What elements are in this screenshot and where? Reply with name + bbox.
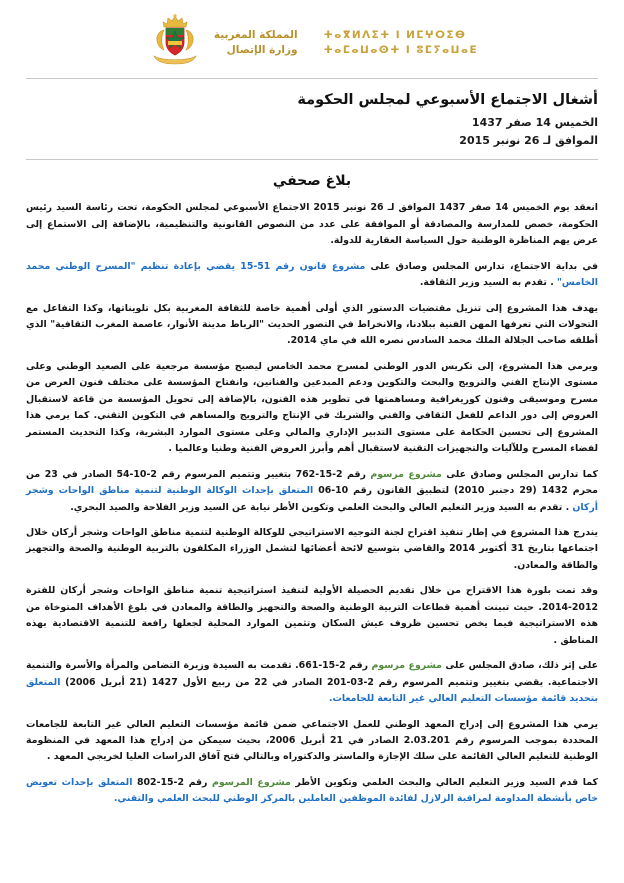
masthead <box>0 0 624 62</box>
text-segment: رقم 2-15-762 بتغيير وتتميم المرسوم رقم 2-10-54 الصادر في 23 من محرم 1432 (29 دجنبر 2010) لتطبيق القانون رقم 10-06 <box>26 468 598 497</box>
text-segment: . تقدم به السيد وزير الثقافة. <box>419 277 558 289</box>
legal-reference-link: المتعلق بإحداث تعويض خاص بأنشطة المداومة لمراقبة الزلازل لفائدة الموظفين العاملين بالمركز الوطني للبحث العلمي والتقني. <box>26 776 598 805</box>
gregorian-date: الموافق لـ 26 نونبر 2015 <box>459 134 598 148</box>
morocco-coat-of-arms-icon <box>146 14 204 70</box>
paragraph-oasis-decree <box>26 467 598 516</box>
text-segment: في بداية الاجتماع، تدارس المجلس وصادق على <box>365 260 598 272</box>
paragraph-theatre-objectives: يهدف هذا المشروع إلى تنزيل مقتضيات الدستور الذي أولى أهمية خاصة للثقافة المغربية بكل تلويناتها، وكذا التفاعل مع التحولات التي تعرفها المهن الفنية ببلادنا، والانخراط في التصور الحديث "الرباط مدينة الأنوار، عاصمة المغرب الثقافية" الذي أطلقه صاحب الجلالة الملك محمد السادس نصره الله في ماي 2014. <box>26 302 598 347</box>
hijri-date: الخميس 14 صفر 1437 <box>471 116 598 130</box>
legal-reference-link: مشروع قانون رقم 51-15 يقضي بإعادة تنظيم "المسرح الوطني محمد الخامس" <box>26 260 598 289</box>
ministry-identity <box>214 29 478 56</box>
divider-bottom <box>26 159 598 160</box>
title-block <box>0 79 624 159</box>
text-segment: رقم 2-15-802 <box>132 776 213 788</box>
text-segment: رقم 2-15-661. تقدمت به السيدة وزيرة التضامن والمرأة والأسرة والتنمية الاجتماعية. يقضي بتغيير وتتميم المرسوم رقم 2-03-201 الصادر في 22 من ربيع الأول 1427 (21 أبريل 2006) <box>26 660 598 688</box>
text-segment: كما قدم السيد وزير التعليم العالي والبحث العلمي وتكوين الأطر <box>290 776 598 788</box>
ministry-name-arabic: وزارة الإتصال <box>226 43 298 56</box>
paragraph-meeting-opening: انعقد يوم الخميس 14 صفر 1437 الموافق لـ 26 نونبر 2015 الاجتماع الأسبوعي لمجلس الحكومة، تحت رئاسة السيد رئيس الحكومة، خصص للمدارسة والمصادقة أو الموافقة على عدد من النصوص القانونية والتنظيمية، بالإضافة إلى الاستماع إلى عرض يهم المناظرة الوطنية حول السياسة العقارية للدولة. <box>26 202 599 247</box>
page-title: أشغال الاجتماع الأسبوعي لمجلس الحكومة <box>297 92 598 108</box>
paragraph-strategy-assessment: وقد تمت بلورة هذا الاقتراح من خلال تقديم الحصيلة الأولية لتنفيذ استراتيجية تنمية مناطق الواحات وشجر أركان للفترة 2012-2014. حيث تبينت أهمية قطاعات التربية الوطنية والصحة والتجهيز والطاقة والمعادن في بلوغ الأهداف المتوخاة من هذه الاستراتيجية فيما يخص تحسين ظروف عيش السكان وتثمين الموارد المحلية لجعلها رافعة للتنمية الاقتصادية بهذه المناطق . <box>26 585 598 646</box>
document-body <box>0 173 624 808</box>
paragraph-seismic-allowance-decree <box>26 775 598 808</box>
paragraph-social-work-institute: يرمي هذا المشروع إلى إدراج المعهد الوطني للعمل الاجتماعي ضمن قائمة مؤسسات التعليم العالي غير التابعة للجامعات المحددة بموجب المرسوم رقم 2.03.201 الصادر في 21 أبريل 2006، بحيث سيمكن من إدراج هذا المعهد في المنظومة الوطنية للتعليم العالي القائمة على سلك الإجازة والماستر والدكتوراه وبالتالي فتح آفاق الدراسات العليا لخريجي المعهد . <box>26 718 598 763</box>
legal-reference-link: المتعلق بتحديد قائمة مؤسسات التعليم العالي غير التابعة للجامعات. <box>26 676 598 705</box>
kingdom-name-tifinagh: ⵜⴰⴳⵍⴷⵉⵜ ⵏ ⵍⵎⵖⵔⵉⴱ <box>323 28 467 41</box>
legal-reference-link: المتعلق بإحداث الوكالة الوطنية لتنمية مناطق الواحات وشجر أركان <box>26 485 598 513</box>
decree-reference-highlight: مشروع مرسوم <box>370 468 442 480</box>
ministry-names-arabic <box>214 29 298 56</box>
press-release-heading: بلاغ صحفي <box>272 173 352 190</box>
ministry-names-tifinagh <box>324 29 479 56</box>
text-segment: . تقدم به السيد وزير التعليم العالي والبحث العلمي وتكوين الأطر نيابة عن السيد وزير الفلاحة والصيد البحري. <box>70 501 573 513</box>
paragraph-steering-committee: يندرج هذا المشروع في إطار تنفيذ اقتراح لجنة التوجيه الاستراتيجي للوكالة الوطنية لتنمية مناطق الواحات وشجر أركان خلال اجتماعها بتاريخ 31 أكتوبر 2014 والقاضي بتوسيع لائحة أعضائها لتشمل الوزراء المكلفون بالتربية الوطنية والصحة والتجهيز والطاقة والمعادن. <box>26 527 599 571</box>
paragraph-higher-education-decree <box>26 658 598 707</box>
decree-reference-highlight: مشروع مرسوم <box>371 660 442 672</box>
text-segment: على إثر ذلك، صادق المجلس على <box>441 660 598 672</box>
kingdom-name-arabic: المملكة المغربية <box>213 28 298 41</box>
paragraph-theatre-national-role: ويرمي هذا المشروع، إلى تكريس الدور الوطني لمسرح محمد الخامس ليصبح مؤسسة مرجعية على الصعيد الوطني وعلى مستوى الإنتاج الفني والترويج والبحث والتكوين ودعم المبدعين والفنانين، وانفتاح المؤسسة على مختلف فنون العرض من مسرح وموسيقى وفنون كوريغرافية ومساهمتها في تطوير هذه الفنون، بالإضافة إلى تحويل المؤسسة من قاعة لاستقبال العروض إلى دور الداعم للفعل الثقافي والفني والشريك في الإنتاج والترويج والمساهم في التكوين التقني. كما يرمي هذا المشروع إلى تحسين الحكامة على مستوى التدبير الإداري والمالي وعلى مستوى الموارد البشرية، وكذا التحديث المستمر لفضاء المسرح وللآليات والتجهيزات التقنية لاستقبال أهم وأبرز العروض الفنية وطنيا وعالميا . <box>26 360 598 455</box>
decree-reference-highlight: مشروع المرسوم <box>212 776 291 788</box>
paragraph-theatre-law <box>26 259 598 292</box>
ministry-name-tifinagh: ⵜⴰⵎⴰⵡⴰⵙⵜ ⵏ ⵓⵎⵢⴰⵡⴰⴹ <box>323 43 479 56</box>
text-segment: كما تدارس المجلس وصادق على <box>441 468 599 480</box>
